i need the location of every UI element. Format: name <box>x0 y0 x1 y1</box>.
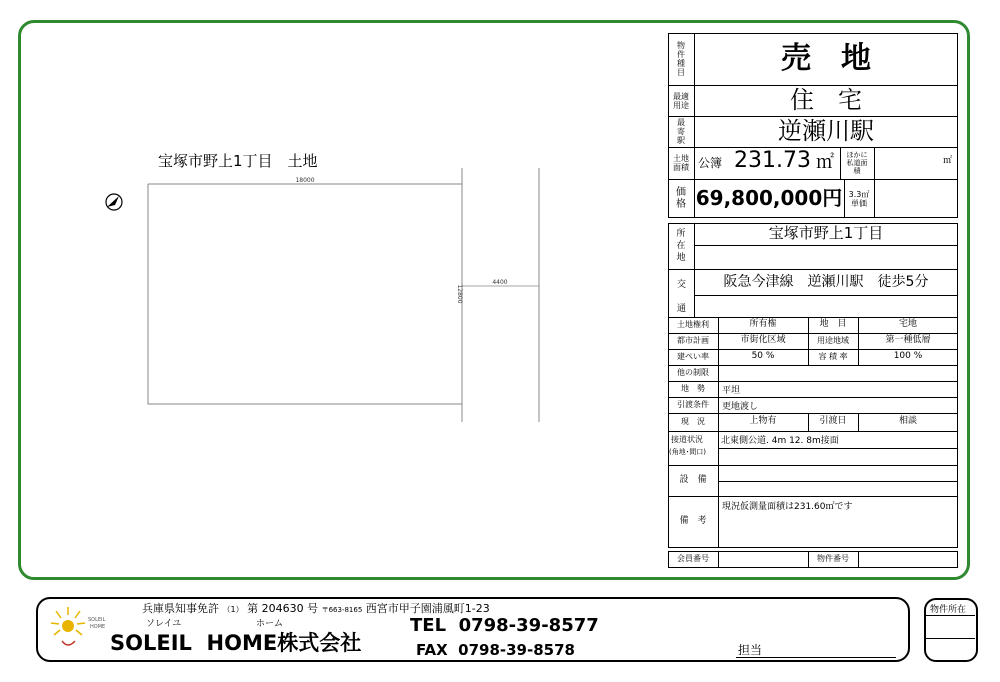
terrain-value: 平坦 <box>722 386 741 396</box>
bcr-value: 50 % <box>751 351 775 362</box>
license-text: 兵庫県知事免許 <box>142 602 219 615</box>
type-value: 売 地 <box>781 41 871 77</box>
area-value: 231.73 <box>734 148 811 173</box>
dim-top-label: 18000 <box>295 177 315 184</box>
plot-title: 宝塚市野上1丁目 土地 <box>158 152 318 170</box>
city-plan-label: 都市計画 <box>677 335 709 345</box>
transport-value: 阪急今津線 逆瀬川駅 徒歩5分 <box>723 273 929 290</box>
north-arrow-icon <box>104 192 124 212</box>
sun-logo-icon <box>48 605 88 651</box>
road-value: 北東側公道. 4m 12. 8m接面 <box>721 436 839 446</box>
member-number-label: 会員番号 <box>677 554 709 564</box>
transport-label-2: 通 <box>677 304 687 314</box>
ruby-soleil: ソレイユ <box>146 619 182 629</box>
area-unit: ㎡ <box>816 152 834 173</box>
remarks-value: 現況仮測量面積は231.60㎡です <box>722 502 853 512</box>
use-label: 最適用途 <box>673 91 689 110</box>
property-location-label: 物件所在 <box>930 605 967 615</box>
zoning-label: 用途地域 <box>817 335 849 345</box>
station-value: 逆瀬川駅 <box>778 116 874 145</box>
dim-left-label: 12800 <box>456 284 463 304</box>
bcr-label: 建ぺい率 <box>677 351 709 361</box>
location-label: 所在地 <box>676 229 686 263</box>
status-value: 上物有 <box>749 416 777 427</box>
unit-price-label: 3.3㎡単価 <box>848 189 870 208</box>
license-go: 号 <box>307 602 319 615</box>
delivery-condition-label: 引渡条件 <box>677 399 709 409</box>
address: 西宮市甲子園浦風町1-23 <box>365 602 490 615</box>
plot-plan-drawing <box>140 160 560 430</box>
zoning-value: 第一種低層 <box>885 335 931 346</box>
far-label: 容 積 率 <box>818 351 848 361</box>
logo-text-soleil: SOLEIL <box>88 617 106 623</box>
fax-number: FAX 0798-39-8578 <box>416 641 575 659</box>
location-value: 宝塚市野上1丁目 <box>768 224 884 243</box>
delivery-date-label: 引渡日 <box>819 416 847 427</box>
land-category-value: 宅地 <box>898 319 917 330</box>
use-value: 住 宅 <box>790 85 862 114</box>
property-number-label: 物件番号 <box>817 554 849 564</box>
postal-code: 〒663-8165 <box>321 606 363 614</box>
terrain-label: 地 勢 <box>681 383 705 393</box>
delivery-condition-value: 更地渡し <box>722 402 759 412</box>
license-line <box>142 600 490 616</box>
dim-right-label: 4400 <box>492 279 508 286</box>
property-location-box <box>924 598 978 662</box>
other-area-label: ほかに私道面積 <box>846 151 868 175</box>
license-dai: 第 <box>247 602 259 615</box>
other-area-unit: ㎡ <box>943 156 953 166</box>
status-label: 現 況 <box>681 416 705 426</box>
company-name: SOLEIL HOME株式会社 <box>110 631 362 655</box>
rights-label: 土地権利 <box>677 319 709 329</box>
tel-number: TEL 0798-39-8577 <box>410 615 599 636</box>
remarks-label: 備 考 <box>679 516 707 527</box>
area-prefix: 公簿 <box>698 156 723 170</box>
license-no: 204630 <box>261 602 304 615</box>
type-label: 物件種目 <box>677 41 685 77</box>
rights-value: 所有権 <box>749 319 777 330</box>
staff-label: 担当 <box>738 643 763 657</box>
area-label: 土地面積 <box>673 154 689 172</box>
station-label: 最寄駅 <box>677 118 685 145</box>
price-value: 69,800,000円 <box>695 186 843 210</box>
ruby-home: ホーム <box>256 619 284 629</box>
restriction-label: 他の制限 <box>677 367 709 377</box>
price-label: 価格 <box>676 186 686 210</box>
land-category-label: 地 目 <box>819 319 847 330</box>
road-label: 接道状況 <box>671 435 703 444</box>
company-footer <box>36 597 910 662</box>
delivery-date-value: 相談 <box>898 416 917 427</box>
logo-text-home: HOME <box>90 624 106 630</box>
far-value: 100 % <box>893 351 923 362</box>
facility-label: 設 備 <box>679 474 707 485</box>
license-num: （1） <box>222 605 244 614</box>
road-sub-label: (角地･間口) <box>669 448 706 456</box>
transport-label-1: 交 <box>677 280 687 290</box>
city-plan-value: 市街化区域 <box>740 335 786 346</box>
